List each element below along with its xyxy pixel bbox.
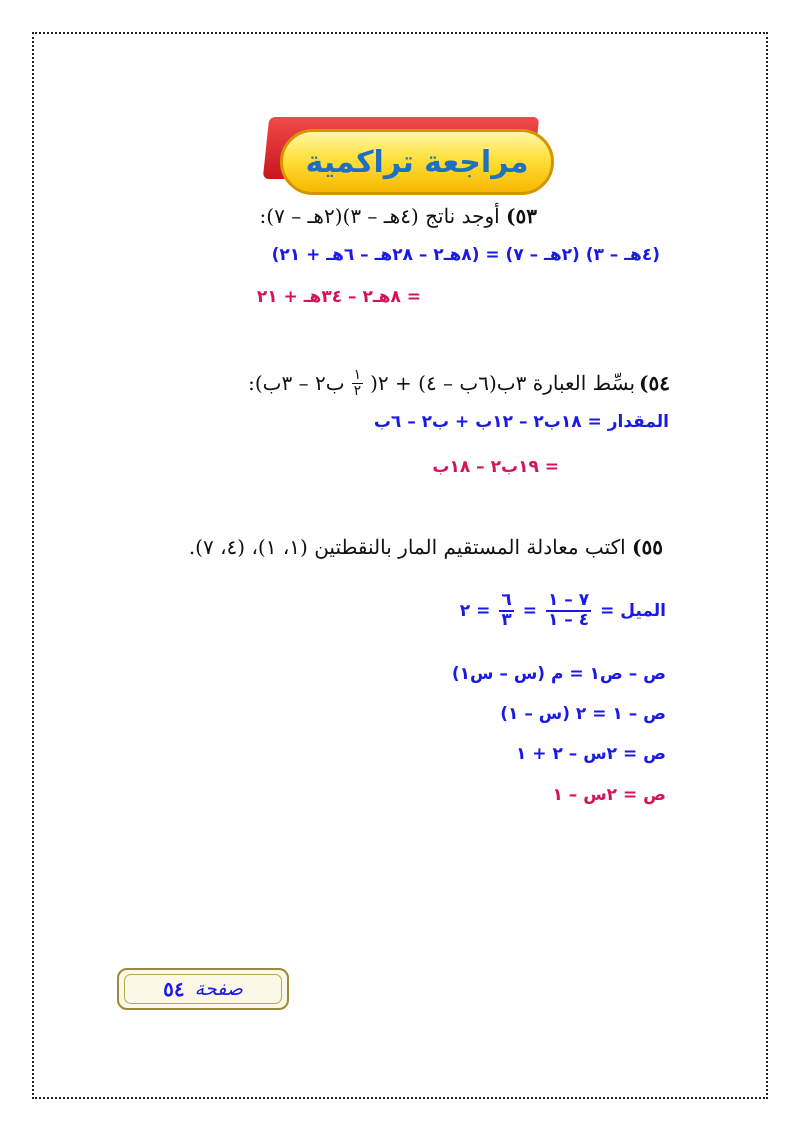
- question-54-text-start: بسِّط العبارة ٣ب(٦ب – ٤) + ٢(: [370, 371, 636, 396]
- fraction-denominator: ٢: [353, 382, 362, 399]
- answer-55-slope: [460, 592, 666, 630]
- slope-numerator-2: ٦: [501, 590, 512, 610]
- page-title: مراجعة تراكمية: [305, 144, 529, 180]
- slope-label: الميل =: [600, 600, 666, 621]
- question-53-text: أوجد ناتج (٤هـ – ٣)(٢هـ – ٧):: [259, 204, 500, 228]
- page-number-badge: [117, 968, 289, 1010]
- question-53: [260, 204, 537, 228]
- slope-denominator-2: ٣: [501, 609, 512, 630]
- banner-yellow-pill: [280, 129, 554, 195]
- slope-denominator-1: ٤ – ١: [547, 609, 590, 630]
- question-55: [189, 535, 663, 559]
- answer-55-line3: ص – ١ = ٢ (س – ١): [500, 704, 666, 724]
- question-55-number: ٥٥): [632, 535, 663, 559]
- answer-53-line1: (٤هـ – ٣) (٢هـ – ٧) = (٨هـ٢ – ٢٨هـ – ٦هـ + ٢١): [271, 245, 660, 265]
- question-54: [248, 368, 670, 398]
- slope-fraction-2: [499, 592, 513, 630]
- answer-55-line4: ص = ٢س – ٢ + ١: [515, 744, 666, 764]
- answer-54-line2: = ١٩ب٢ – ١٨ب: [432, 457, 559, 477]
- answer-53-line2: = ٨هـ٢ – ٣٤هـ + ٢١: [256, 287, 421, 307]
- question-54-text-end: ب٢ – ٣ب):: [248, 371, 345, 396]
- answer-54-line1: المقدار = ١٨ب٢ – ١٢ب + ب٢ – ٦ب: [373, 412, 669, 432]
- slope-fraction-1: [546, 592, 591, 630]
- question-54-fraction: [352, 368, 364, 398]
- answer-55-line2: ص – ص١ = م (س – س١): [451, 664, 666, 684]
- page-word: صفحة: [194, 978, 243, 1000]
- slope-numerator-1: ٧ – ١: [547, 590, 590, 610]
- slope-equals: =: [522, 600, 537, 621]
- question-53-number: ٥٣): [506, 204, 537, 228]
- page-number-badge-inner: [124, 974, 282, 1004]
- title-banner: [266, 117, 566, 207]
- question-54-number: ٥٤): [639, 371, 670, 396]
- question-55-text: اكتب معادلة المستقيم المار بالنقطتين (١، ١)، (٤، ٧).: [188, 535, 626, 559]
- answer-55-line5: ص = ٢س – ١: [552, 785, 666, 805]
- fraction-numerator: ١: [353, 367, 362, 383]
- page-number: ٥٤: [163, 977, 185, 1001]
- slope-result: = ٢: [459, 600, 491, 621]
